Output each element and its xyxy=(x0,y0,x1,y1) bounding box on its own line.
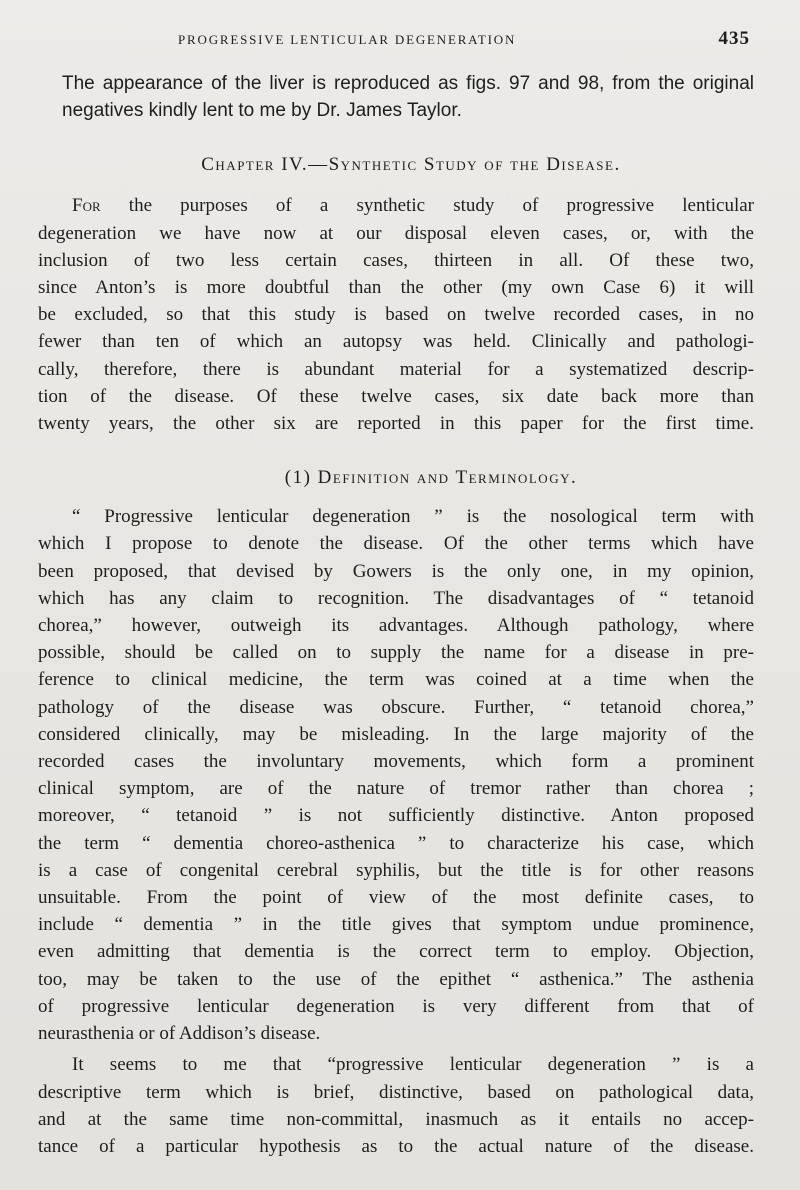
text-line: neurasthenia or of Addison’s disease. xyxy=(38,1023,321,1045)
text-line: ference to clinical medicine, the term was coined at a time when the xyxy=(38,669,754,691)
text-line: the term “ dementia choreo-asthenica ” to characterize his case, which xyxy=(38,832,754,854)
text-line: possible, should be called on to supply the name for a disease in pre- xyxy=(38,642,754,664)
text-line: descriptive term which is brief, distinctive, based on pathological data, xyxy=(38,1081,754,1103)
text-line: since Anton’s is more doubtful than the other (my own Case 6) it will xyxy=(38,277,754,299)
page-number: 435 xyxy=(718,28,750,49)
text-line: tion of the disease. Of these twelve cases, six date back more than xyxy=(38,385,754,407)
chapter-heading: Chapter IV.—Synthetic Study of the Disease. xyxy=(201,154,621,176)
text-line: cally, therefore, there is abundant material for a systematized descrip- xyxy=(38,358,754,380)
intro-line: The appearance of the liver is reproduced as figs. 97 and 98, from the original xyxy=(62,73,754,94)
text-line: clinical symptom, are of the nature of tremor rather than chorea ; xyxy=(38,778,754,800)
paragraph-lead-word: For xyxy=(72,195,101,217)
running-title: PROGRESSIVE LENTICULAR DEGENERATION xyxy=(178,32,517,47)
text-line: fewer than ten of which an autopsy was held. Clinically and pathologi- xyxy=(38,331,754,353)
paragraph-3 xyxy=(38,1051,754,1160)
text-line: “ Progressive lenticular degeneration ” is the nosological term with xyxy=(72,506,754,528)
text-line: include “ dementia ” in the title gives that symptom undue prominence, xyxy=(38,914,754,936)
text-line: too, may be taken to the use of the epithet “ asthenica.” The asthenia xyxy=(38,968,754,990)
text-line: It seems to me that “progressive lenticular degeneration ” is a xyxy=(72,1054,754,1076)
text-line: been proposed, that devised by Gowers is the only one, in my opinion, xyxy=(38,560,754,582)
text-line: degeneration we have now at our disposal eleven cases, or, with the xyxy=(38,222,754,244)
text-line: chorea,” however, outweigh its advantages. Although pathology, where xyxy=(38,615,754,637)
text-line: which has any claim to recognition. The disadvantages of “ tetanoid xyxy=(38,587,754,609)
text-line: unsuitable. From the point of view of the most definite cases, to xyxy=(38,887,754,909)
text-line: inclusion of two less certain cases, thirteen in all. Of these two, xyxy=(38,249,754,271)
text-line-rest: the purposes of a synthetic study of progressive lenticular xyxy=(100,195,754,217)
text-line: even admitting that dementia is the correct term to employ. Objection, xyxy=(38,941,754,963)
section-heading: (1) Definition and Terminology. xyxy=(284,467,578,489)
text-line: be excluded, so that this study is based on twelve recorded cases, in no xyxy=(38,304,754,326)
text-line: is a case of congenital cerebral syphilis, but the title is for other reasons xyxy=(38,859,754,881)
text-line: which I propose to denote the disease. Of the other terms which have xyxy=(38,533,754,555)
text-line: tance of a particular hypothesis as to the actual nature of the disease. xyxy=(38,1135,754,1157)
paragraph-2 xyxy=(38,503,754,1047)
running-head xyxy=(38,28,754,58)
intro-paragraph xyxy=(38,70,754,124)
paragraph-1 xyxy=(38,192,754,437)
text-line: pathology of the disease was obscure. Further, “ tetanoid chorea,” xyxy=(38,696,754,718)
text-line: moreover, “ tetanoid ” is not sufficiently distinctive. Anton proposed xyxy=(38,805,754,827)
text-line: considered clinically, may be misleading. In the large majority of the xyxy=(38,723,754,745)
text-line: twenty years, the other six are reported in this paper for the first time. xyxy=(38,413,754,435)
text-line: recorded cases the involuntary movements, which form a prominent xyxy=(38,751,754,773)
intro-line: negatives kindly lent to me by Dr. James Taylor. xyxy=(62,100,462,122)
text-line: and at the same time non-committal, inasmuch as it entails no accep- xyxy=(38,1108,754,1130)
text-line xyxy=(38,192,754,219)
text-line: of progressive lenticular degeneration is very different from that of xyxy=(38,995,754,1017)
